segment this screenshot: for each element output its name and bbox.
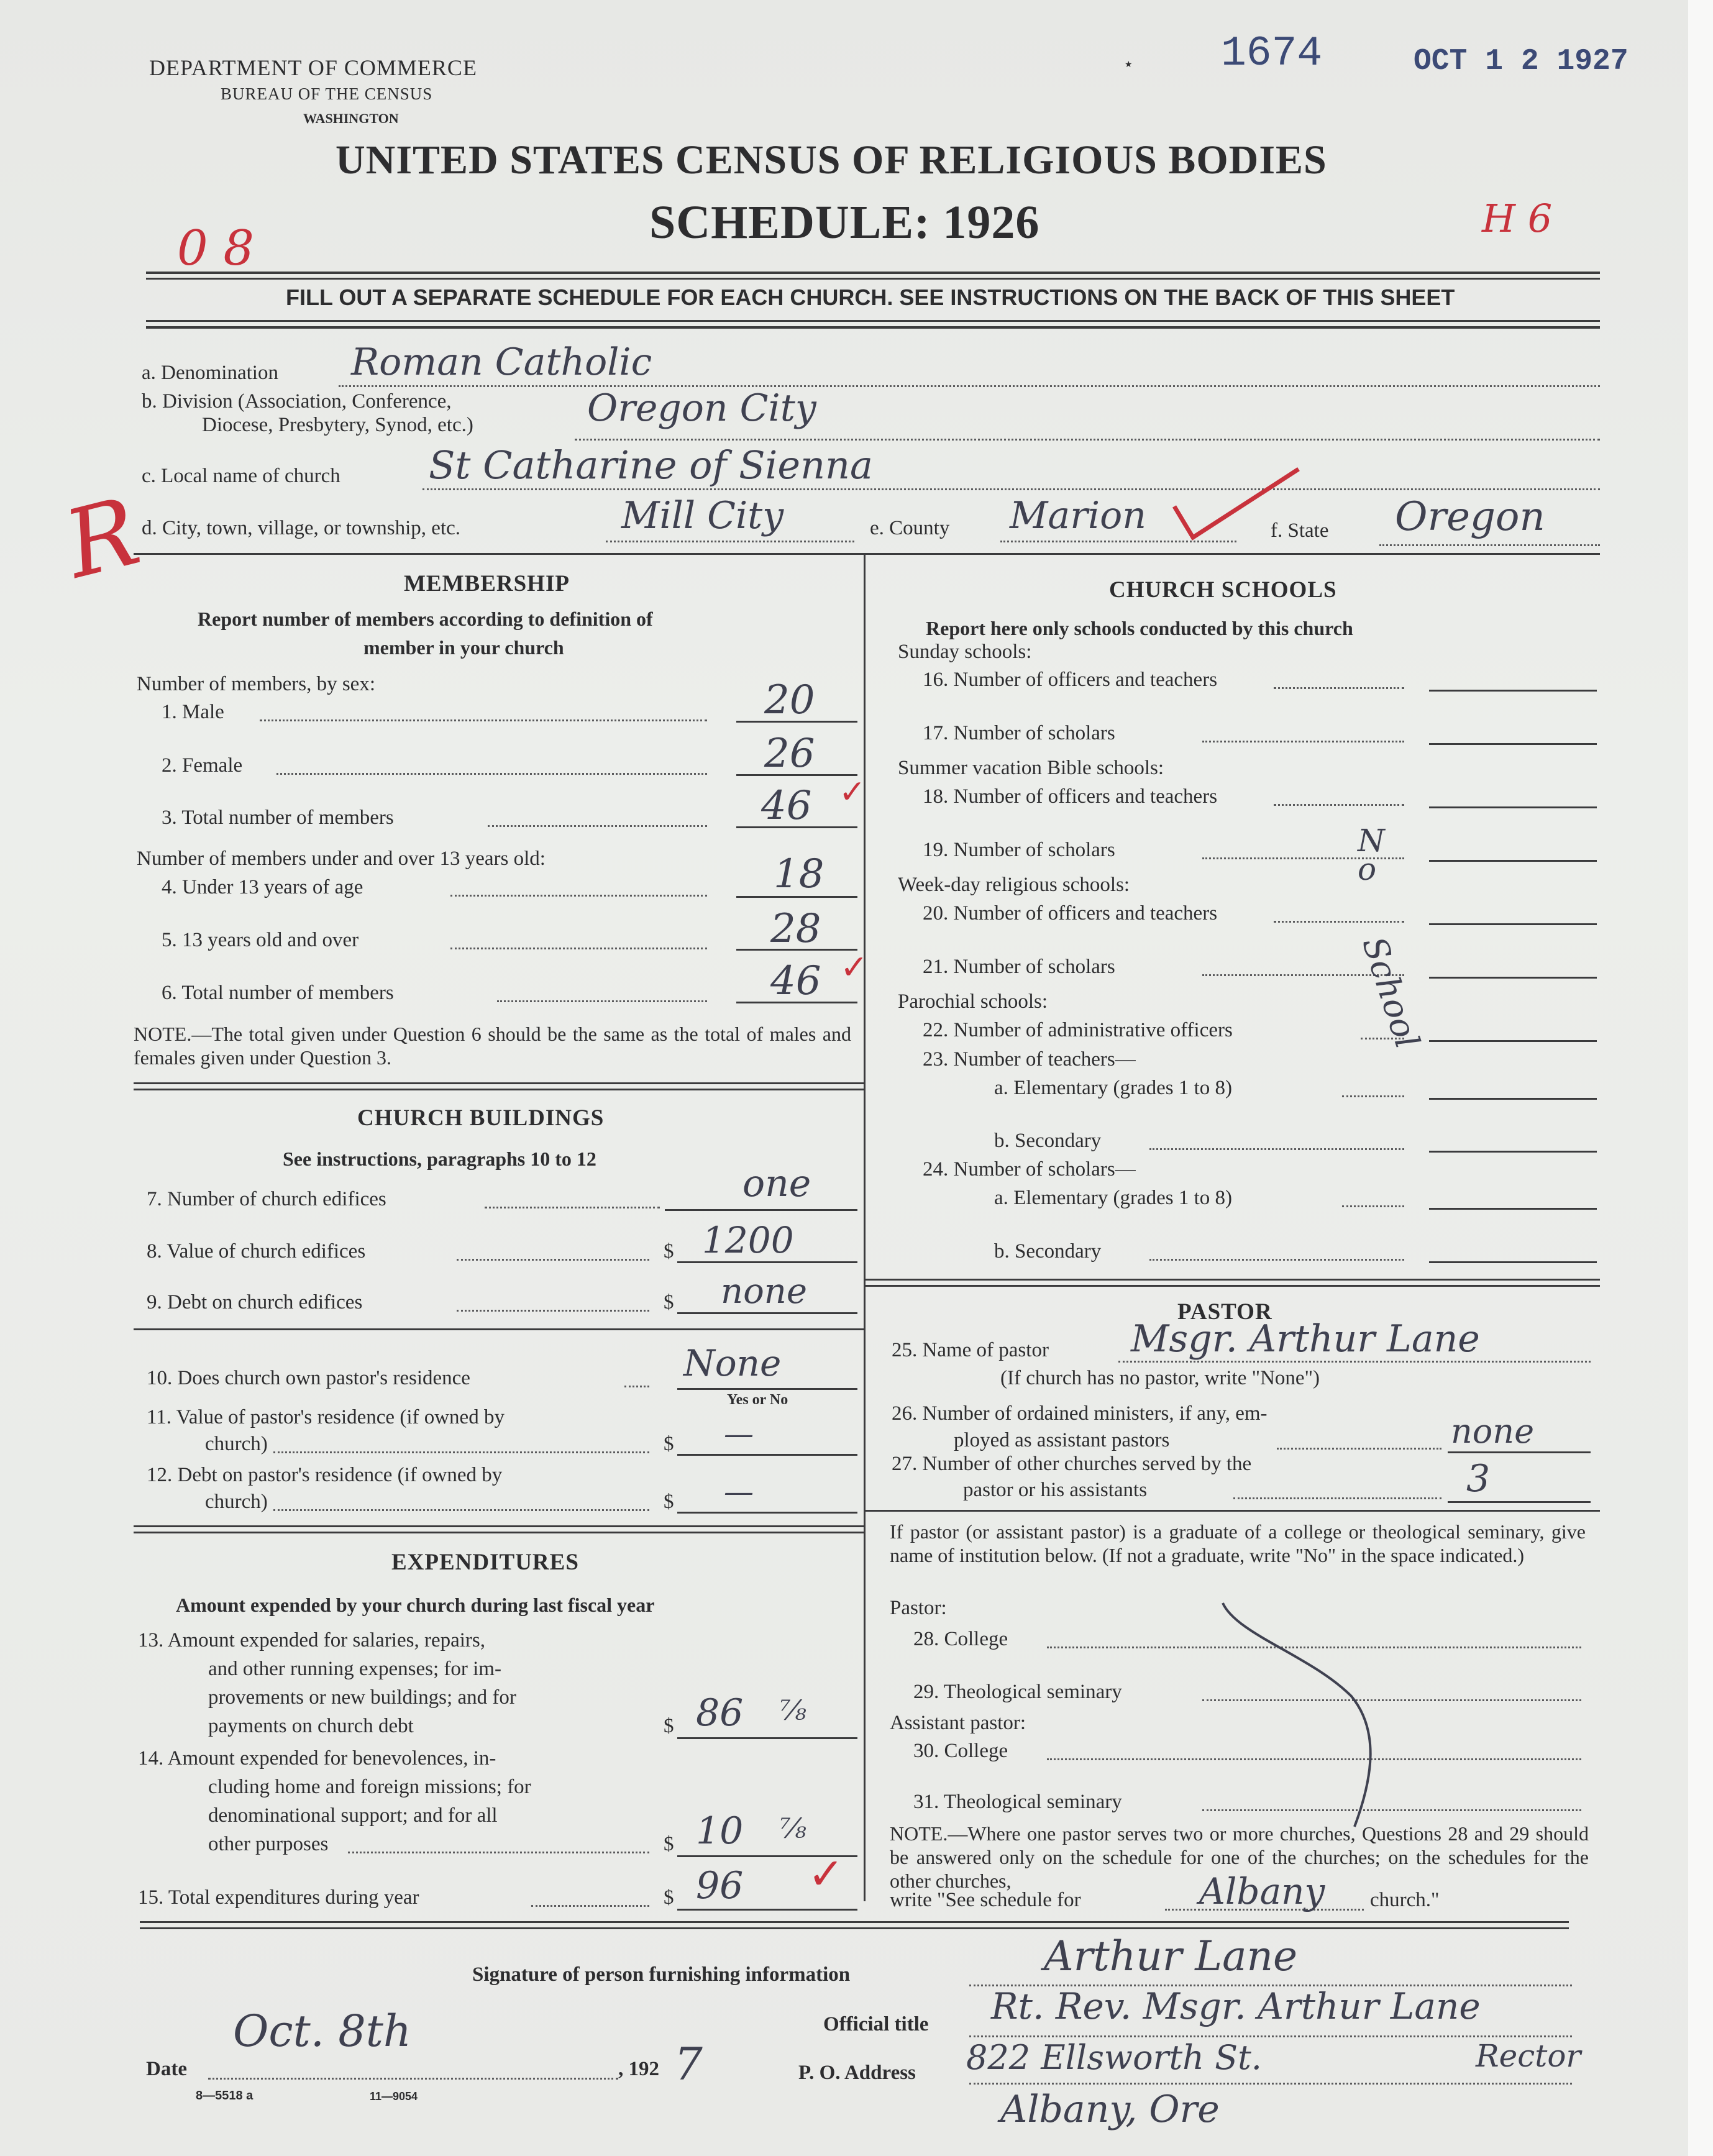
q12-leader <box>273 1509 649 1511</box>
q23a-label: a. Elementary (grades 1 to 8) <box>994 1077 1233 1099</box>
official-title-line <box>969 2035 1572 2037</box>
county-label: e. County <box>870 517 950 539</box>
q27-leader <box>1233 1497 1441 1499</box>
city-label: d. City, town, village, or township, etc. <box>142 517 460 539</box>
footer-rule-2 <box>140 1927 1569 1929</box>
year-prefix: , 192 <box>618 2058 659 2080</box>
q21-value[interactable]: School <box>1354 932 1427 1053</box>
q12-label-2: church) <box>205 1491 268 1513</box>
buildings-rule-2 <box>134 1532 864 1533</box>
summer-schools-label: Summer vacation Bible schools: <box>898 757 1164 779</box>
q9-dollar: $ <box>664 1291 674 1313</box>
q5-label: 5. 13 years old and over <box>162 929 359 951</box>
q24b-label: b. Secondary <box>994 1240 1102 1263</box>
paper-edge <box>1688 0 1713 2156</box>
q22-answer-line <box>1429 1040 1597 1042</box>
membership-sub-1: Report number of members according to definition of <box>198 608 653 630</box>
denomination-value[interactable]: Roman Catholic <box>351 340 652 384</box>
membership-heading: MEMBERSHIP <box>404 571 570 596</box>
q25-label: 25. Name of pastor <box>892 1339 1049 1361</box>
q12-answer-line <box>677 1512 857 1514</box>
q30-label: 30. College <box>913 1740 1008 1762</box>
q24a-label: a. Elementary (grades 1 to 8) <box>994 1187 1233 1209</box>
q20-label: 20. Number of officers and teachers <box>923 902 1218 925</box>
members-by-age-label: Number of members under and over 13 years old: <box>137 847 546 870</box>
q14-leader <box>348 1852 649 1853</box>
red-r-mark: R <box>55 477 150 600</box>
q9-value[interactable]: none <box>721 1271 807 1312</box>
q14-label-1: 14. Amount expended for benevolences, in- <box>138 1747 496 1770</box>
q16-leader <box>1274 687 1404 689</box>
bureau-heading: BUREAU OF THE CENSUS <box>221 85 433 103</box>
q26-label-1: 26. Number of ordained ministers, if any, em- <box>892 1402 1268 1425</box>
date-label: Date <box>146 2058 187 2080</box>
q23b-label: b. Secondary <box>994 1130 1102 1152</box>
q6-label: 6. Total number of members <box>162 982 394 1004</box>
header-rule-bottom <box>146 320 1600 322</box>
q13-dollar: $ <box>664 1715 674 1737</box>
po-address-rector: Rector <box>1476 2038 1581 2074</box>
pastor-sublabel: Pastor: <box>890 1597 947 1619</box>
q28-label: 28. College <box>913 1628 1008 1650</box>
see-schedule-label: write "See schedule for <box>890 1889 1081 1911</box>
q3-value[interactable]: 46 <box>761 783 812 829</box>
schools-heading: CHURCH SCHOOLS <box>1109 577 1337 603</box>
city-line <box>606 541 854 542</box>
q14-dollar: $ <box>664 1833 674 1855</box>
print-number: 11—9054 <box>370 2090 418 2103</box>
signature-value[interactable]: Arthur Lane <box>1044 1932 1298 1980</box>
schools-sub: Report here only schools conducted by this church <box>926 617 1353 639</box>
graduate-note: If pastor (or assistant pastor) is a graduate of a college or theological seminary, give name of institution below. (If not a graduate, write "No" in the space indicated.) <box>890 1520 1586 1566</box>
q10-answer-line <box>677 1388 857 1390</box>
q21-answer-line <box>1429 977 1597 979</box>
schools-rule <box>864 1279 1600 1281</box>
q4-label: 4. Under 13 years of age <box>162 876 363 898</box>
q16-answer-line <box>1429 690 1597 692</box>
q24a-leader <box>1342 1205 1404 1207</box>
po-address-line <box>969 2083 1572 2085</box>
q26-leader <box>1277 1448 1441 1450</box>
q4-value[interactable]: 18 <box>774 851 825 897</box>
county-value[interactable]: Marion <box>1010 494 1146 537</box>
pastor-heading: PASTOR <box>1177 1299 1272 1325</box>
column-divider <box>864 553 866 1901</box>
q23b-answer-line <box>1429 1151 1597 1153</box>
q10-leader <box>624 1386 649 1387</box>
q4-leader <box>450 895 707 897</box>
college-strike-mark <box>1218 1597 1379 1833</box>
q8-value[interactable]: 1200 <box>702 1219 794 1261</box>
q22-label: 22. Number of administrative officers <box>923 1019 1233 1041</box>
q3-leader <box>488 825 707 827</box>
signature-label: Signature of person furnishing information <box>472 1963 851 1986</box>
q7-label: 7. Number of church edifices <box>147 1188 386 1210</box>
membership-rule <box>134 1082 864 1084</box>
q6-value[interactable]: 46 <box>770 958 821 1004</box>
q14-cents-mark: ⅞ <box>780 1813 806 1845</box>
q24a-answer-line <box>1429 1208 1597 1210</box>
q2-leader <box>276 773 707 775</box>
q18-answer-line <box>1429 806 1597 808</box>
q23a-answer-line <box>1429 1098 1597 1100</box>
q17-label: 17. Number of scholars <box>923 722 1115 744</box>
q8-leader <box>457 1259 649 1261</box>
ident-rule <box>134 553 1600 555</box>
po-address-label: P. O. Address <box>798 2062 916 2084</box>
year-value[interactable]: 7 <box>674 2038 703 2090</box>
official-title-label: Official title <box>823 2013 929 2035</box>
state-line <box>1379 544 1600 546</box>
received-date-stamp: OCT 1 2 1927 <box>1414 45 1628 78</box>
q22-leader <box>1361 1038 1404 1039</box>
q13-value[interactable]: 86 <box>696 1691 744 1735</box>
expenditures-sub: Amount expended by your church during last fiscal year <box>176 1594 655 1616</box>
q21-label: 21. Number of scholars <box>923 956 1115 978</box>
header-rule-top <box>146 272 1600 274</box>
city-value[interactable]: Mill City <box>621 494 784 537</box>
buildings-heading: CHURCH BUILDINGS <box>357 1105 605 1131</box>
q23-label: 23. Number of teachers— <box>923 1048 1136 1071</box>
red-mark-left: 0 8 <box>177 221 255 276</box>
q11-value[interactable]: — <box>724 1417 754 1451</box>
parochial-schools-label: Parochial schools: <box>898 990 1048 1013</box>
membership-sub-2: member in your church <box>363 636 564 659</box>
q19-value[interactable]: No <box>1358 823 1385 887</box>
q6-leader <box>497 1000 707 1002</box>
members-by-sex-label: Number of members, by sex: <box>137 673 375 695</box>
official-title-value[interactable]: Rt. Rev. Msgr. Arthur Lane <box>991 1985 1481 2027</box>
q3-red-check: ✓ <box>839 775 866 810</box>
membership-rule-2 <box>134 1089 864 1090</box>
q18-label: 18. Number of officers and teachers <box>923 785 1218 808</box>
q24b-leader <box>1149 1259 1404 1261</box>
q10-label: 10. Does church own pastor's residence <box>147 1367 470 1389</box>
q9-answer-line <box>677 1312 857 1314</box>
instruction-banner: FILL OUT A SEPARATE SCHEDULE FOR EACH CHURCH. SEE INSTRUCTIONS ON THE BACK OF THIS SHEET <box>286 285 1455 310</box>
date-value[interactable]: Oct. 8th <box>233 2006 411 2057</box>
q12-label-1: 12. Debt on pastor's residence (if owned by <box>147 1464 503 1486</box>
q12-value[interactable]: — <box>724 1474 754 1509</box>
q8-dollar: $ <box>664 1240 674 1263</box>
po-address-line-2[interactable]: Albany, Ore <box>1000 2088 1220 2131</box>
red-check-mark <box>1168 463 1305 550</box>
expenditures-heading: EXPENDITURES <box>391 1550 579 1575</box>
q15-red-check: ✓ <box>808 1851 844 1899</box>
stamp-number: 1674 <box>1221 30 1323 78</box>
see-schedule-suffix: church." <box>1370 1889 1440 1911</box>
stamp-star: ★ <box>1125 60 1133 70</box>
q5-leader <box>450 948 707 949</box>
q13-label-1: 13. Amount expended for salaries, repairs, <box>138 1629 486 1651</box>
denomination-line <box>339 385 1600 387</box>
church-name-line <box>423 488 1600 490</box>
q11-answer-line <box>677 1454 857 1456</box>
q3-answer-line <box>736 826 857 828</box>
q26-label-2: ployed as assistant pastors <box>954 1429 1170 1451</box>
q29-label: 29. Theological seminary <box>913 1681 1122 1703</box>
q25-value[interactable]: Msgr. Arthur Lane <box>1131 1317 1480 1361</box>
q26-answer-line <box>1448 1451 1591 1453</box>
pastor-rule <box>864 1510 1600 1512</box>
state-label: f. State <box>1271 519 1329 542</box>
q15-label: 15. Total expenditures during year <box>138 1886 419 1909</box>
division-value[interactable]: Oregon City <box>587 386 816 430</box>
header-rule-bottom-2 <box>146 326 1600 329</box>
q13-label-4: payments on church debt <box>208 1715 414 1737</box>
q27-label-2: pastor or his assistants <box>963 1479 1148 1501</box>
q8-label: 8. Value of church edifices <box>147 1240 366 1263</box>
q13-answer-line <box>677 1737 857 1739</box>
q14-label-3: denominational support; and for all <box>208 1804 498 1827</box>
sunday-schools-label: Sunday schools: <box>898 641 1032 663</box>
see-schedule-value[interactable]: Albany <box>1199 1870 1325 1912</box>
q1-label: 1. Male <box>162 701 224 723</box>
department-heading: DEPARTMENT OF COMMERCE <box>149 55 477 80</box>
q3-label: 3. Total number of members <box>162 806 394 829</box>
denomination-label: a. Denomination <box>142 362 278 384</box>
header-rule-top-2 <box>146 278 1600 280</box>
q9-label: 9. Debt on church edifices <box>147 1291 363 1313</box>
q14-label-4: other purposes <box>208 1833 329 1855</box>
q5-answer-line <box>736 949 857 951</box>
q14-value[interactable]: 10 <box>696 1809 744 1853</box>
division-label-2: Diocese, Presbytery, Synod, etc.) <box>202 414 473 436</box>
date-line <box>208 2078 618 2080</box>
buildings-sub: See instructions, paragraphs 10 to 12 <box>283 1148 596 1170</box>
q24-label: 24. Number of scholars— <box>923 1158 1136 1181</box>
buildings-mid-rule <box>134 1328 864 1330</box>
q16-label: 16. Number of officers and teachers <box>923 669 1218 691</box>
schools-rule-2 <box>864 1285 1600 1287</box>
q2-value[interactable]: 26 <box>764 731 815 777</box>
multiple-church-note: NOTE.—Where one pastor serves two or more churches, Questions 28 and 29 should be answered only on the schedule for one of the churches; on the schedules for the other churches, <box>890 1822 1589 1892</box>
q15-dollar: $ <box>664 1886 674 1909</box>
church-name-value[interactable]: St Catharine of Sienna <box>429 442 873 488</box>
q23b-leader <box>1149 1148 1404 1150</box>
q23a-leader <box>1342 1095 1404 1097</box>
q1-value[interactable]: 20 <box>764 677 815 723</box>
q17-leader <box>1202 741 1404 742</box>
q7-answer-line <box>665 1209 857 1211</box>
q27-label-1: 27. Number of other churches served by the <box>892 1453 1252 1475</box>
q11-leader <box>273 1451 649 1453</box>
q17-answer-line <box>1429 743 1597 745</box>
po-address-line-1[interactable]: 822 Ellsworth St. <box>966 2038 1262 2077</box>
q27-value[interactable]: 3 <box>1466 1457 1491 1501</box>
q2-label: 2. Female <box>162 754 243 777</box>
q19-answer-line <box>1429 860 1597 862</box>
q15-answer-line <box>677 1909 857 1911</box>
q27-answer-line <box>1448 1501 1591 1503</box>
form-number: 8—5518 a <box>196 2089 254 2103</box>
weekday-schools-label: Week-day religious schools: <box>898 874 1130 896</box>
q25-note: (If church has no pastor, write "None") <box>1000 1367 1320 1389</box>
q25-line <box>1118 1361 1591 1363</box>
division-line <box>575 439 1600 441</box>
q24b-answer-line <box>1429 1261 1597 1263</box>
q6-answer-line <box>736 1002 857 1003</box>
q1-answer-line <box>736 721 857 723</box>
q15-value[interactable]: 96 <box>696 1864 744 1907</box>
q19-label: 19. Number of scholars <box>923 839 1115 861</box>
church-name-label: c. Local name of church <box>142 465 340 487</box>
q15-leader <box>531 1905 649 1907</box>
q20-answer-line <box>1429 923 1597 925</box>
q4-answer-line <box>736 896 857 898</box>
q26-value[interactable]: none <box>1451 1412 1535 1451</box>
q18-leader <box>1274 804 1404 806</box>
q11-label-2: church) <box>205 1433 268 1455</box>
red-mark-right: H 6 <box>1482 196 1553 241</box>
yes-no-caption: Yes or No <box>727 1392 788 1408</box>
buildings-rule <box>134 1525 864 1527</box>
state-value[interactable]: Oregon <box>1395 494 1545 540</box>
q10-value[interactable]: None <box>683 1342 782 1384</box>
city-heading: WASHINGTON <box>303 111 399 126</box>
q8-answer-line <box>677 1261 857 1263</box>
footer-rule <box>140 1921 1569 1923</box>
q13-label-2: and other running expenses; for im- <box>208 1658 501 1680</box>
q14-label-2: cluding home and foreign missions; for <box>208 1776 531 1798</box>
q31-label: 31. Theological seminary <box>913 1791 1122 1813</box>
form-title: UNITED STATES CENSUS OF RELIGIOUS BODIES <box>336 137 1327 183</box>
q5-value[interactable]: 28 <box>770 906 821 952</box>
membership-note: NOTE.—The total given under Question 6 should be the same as the total of males and females given under Question 3. <box>134 1023 851 1069</box>
q7-value[interactable]: one <box>742 1162 811 1205</box>
q13-label-3: provements or new buildings; and for <box>208 1686 516 1709</box>
q11-label-1: 11. Value of pastor's residence (if owned by <box>147 1406 505 1428</box>
q6-red-check: ✓ <box>840 949 869 986</box>
schedule-year-title: SCHEDULE: 1926 <box>649 196 1040 249</box>
assistant-sublabel: Assistant pastor: <box>890 1712 1026 1734</box>
q12-dollar: $ <box>664 1491 674 1513</box>
q13-cents-mark: ⅞ <box>780 1695 806 1727</box>
division-label-1: b. Division (Association, Conference, <box>142 390 452 413</box>
q1-leader <box>260 719 707 721</box>
q7-leader <box>485 1207 660 1208</box>
q20-leader <box>1274 921 1404 923</box>
q11-dollar: $ <box>664 1433 674 1455</box>
q9-leader <box>457 1310 649 1312</box>
